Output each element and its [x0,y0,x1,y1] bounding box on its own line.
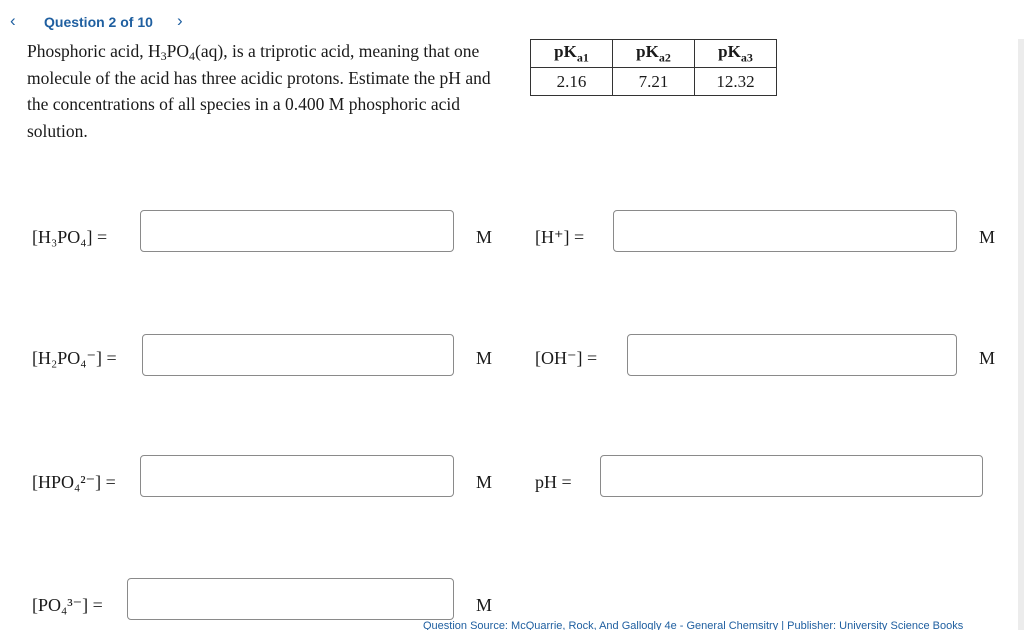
question-counter[interactable]: Question 2 of 10 [44,14,153,30]
h2po4-input[interactable] [142,334,454,376]
pka3-value: 12.32 [695,68,777,96]
h3po4-unit: M [476,227,493,247]
h-label: [H⁺] = [535,227,585,247]
chevron-left-icon[interactable]: ‹ [10,11,16,30]
pka3-header: $pK_{a3}$ [695,40,777,68]
chevron-right-icon[interactable]: › [177,11,183,30]
question-text-part: (aq), is a triprotic acid, meaning that one molecule of the acid has three acidic protons. Estimate the pH and the concentrations of all species in a 0.400 M phosphoric acid solution. [27,41,491,141]
h-unit: M [979,227,996,247]
h2po4-unit: M [476,348,493,368]
po4-input[interactable] [127,578,454,620]
h-input[interactable] [613,210,957,252]
h3po4-label: [H₃PO₄] = [32,227,108,247]
scrollbar-track[interactable] [1018,39,1024,630]
question-nav [0,0,1024,40]
oh-unit: M [979,348,996,368]
hpo4-unit: M [476,472,493,492]
question-text-part: Phosphoric acid, H [27,41,161,61]
pka1-header: $pK_{a1}$ [531,40,613,68]
h3po4-input[interactable] [140,210,454,252]
pka1-value: 2.16 [531,68,613,96]
pka-table [530,39,777,96]
hpo4-input[interactable] [140,455,454,497]
question-source: Question Source: McQuarrie, Rock, And Gallogly 4e - General Chemsitry | Publisher: University Science Books [423,620,964,630]
pka2-value: 7.21 [613,68,695,96]
po4-label: [PO₄³⁻] = [32,595,103,615]
ph-label: pH = [535,472,572,492]
subscript: 4 [189,49,196,63]
pka2-header: $pK_{a2}$ [613,40,695,68]
oh-input[interactable] [627,334,957,376]
h2po4-label: [H₂PO₄⁻] = [32,348,117,368]
question-text-part: PO [166,41,190,61]
ph-input[interactable] [600,455,983,497]
hpo4-label: [HPO₄²⁻] = [32,472,116,492]
subscript: 3 [160,49,167,63]
po4-unit: M [476,595,493,615]
question-text [27,38,497,144]
oh-label: [OH⁻] = [535,348,598,368]
